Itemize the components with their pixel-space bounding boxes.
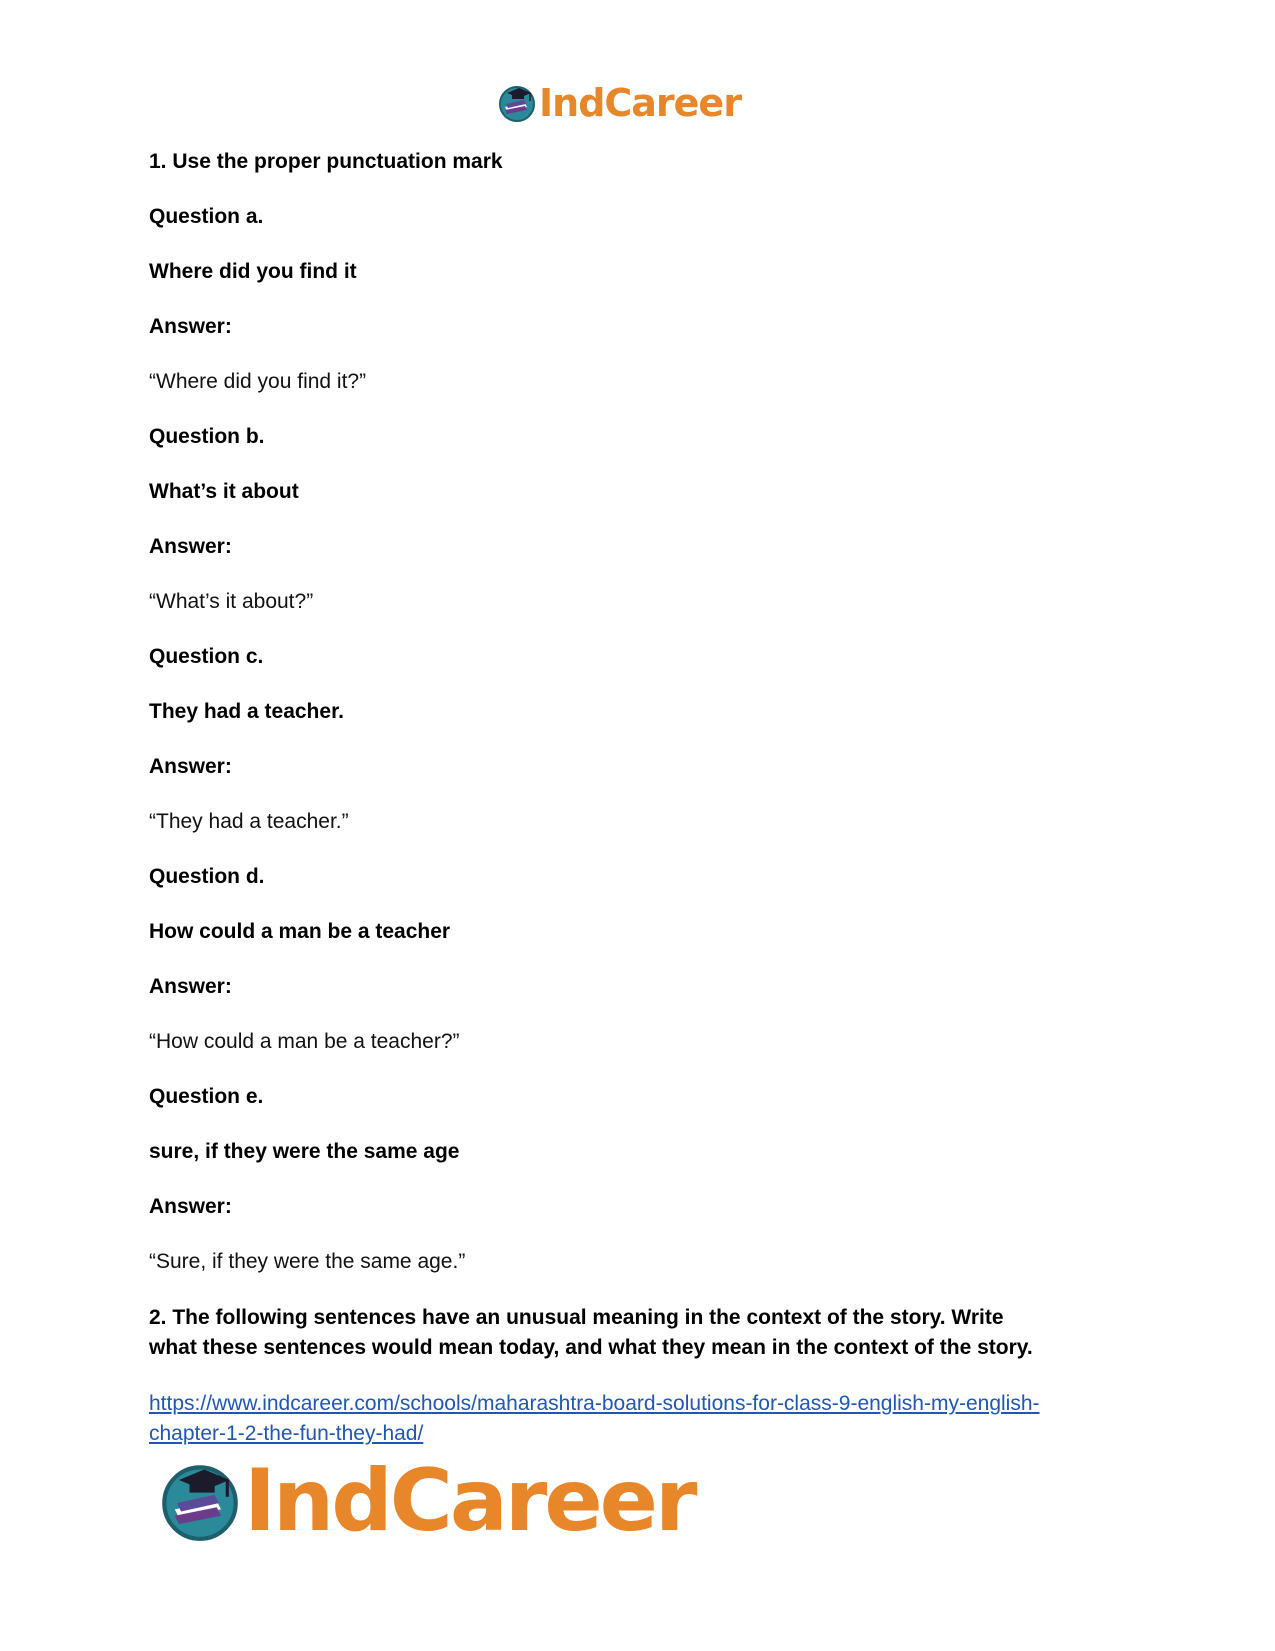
main-content (149, 148, 1129, 1449)
answer-text: “Where did you find it?” (149, 370, 367, 393)
source-link[interactable] (149, 1389, 1129, 1449)
answer-label: Answer: (149, 315, 232, 338)
answer-text: “They had a teacher.” (149, 810, 349, 833)
logo-text: IndCareer (244, 1451, 695, 1551)
question-block (149, 423, 1129, 616)
answer-text: “How could a man be a teacher?” (149, 1030, 460, 1053)
answer-label: Answer: (149, 1195, 232, 1218)
source-link-line: https://www.indcareer.com/schools/maharashtra-board-solutions-for-class-9-english-my-english- (149, 1392, 1040, 1415)
question-label: Question a. (149, 205, 264, 228)
question-label: Question c. (149, 645, 264, 668)
globe-books-graduation-cap-icon (497, 83, 537, 123)
question-block (149, 203, 1129, 396)
section-heading: 1. Use the proper punctuation mark (149, 150, 503, 173)
question-block (149, 643, 1129, 836)
question-block (149, 863, 1129, 1056)
answer-text: “What’s it about?” (149, 590, 314, 613)
question-label: Question b. (149, 425, 265, 448)
answer-label: Answer: (149, 975, 232, 998)
question-label: Question d. (149, 865, 265, 888)
section-heading-2-line: what these sentences would mean today, and what they mean in the context of the story. (149, 1336, 1033, 1359)
answer-label: Answer: (149, 535, 232, 558)
source-link-line: chapter-1-2-the-fun-they-had/ (149, 1422, 424, 1445)
logo-text: IndCareer (539, 81, 741, 125)
question-prompt: Where did you find it (149, 260, 357, 283)
question-prompt: How could a man be a teacher (149, 920, 451, 943)
question-prompt: They had a teacher. (149, 700, 344, 723)
question-block (149, 1083, 1129, 1276)
question-label: Question e. (149, 1085, 264, 1108)
header-logo (497, 78, 741, 128)
answer-label: Answer: (149, 755, 232, 778)
globe-books-graduation-cap-icon (158, 1459, 242, 1543)
answer-text: “Sure, if they were the same age.” (149, 1250, 466, 1273)
question-prompt: sure, if they were the same age (149, 1140, 460, 1163)
section-heading-2 (149, 1303, 1129, 1363)
section-heading-2-line: 2. The following sentences have an unusual meaning in the context of the story. Write (149, 1306, 1004, 1329)
footer-logo (158, 1451, 695, 1551)
question-prompt: What’s it about (149, 480, 299, 503)
